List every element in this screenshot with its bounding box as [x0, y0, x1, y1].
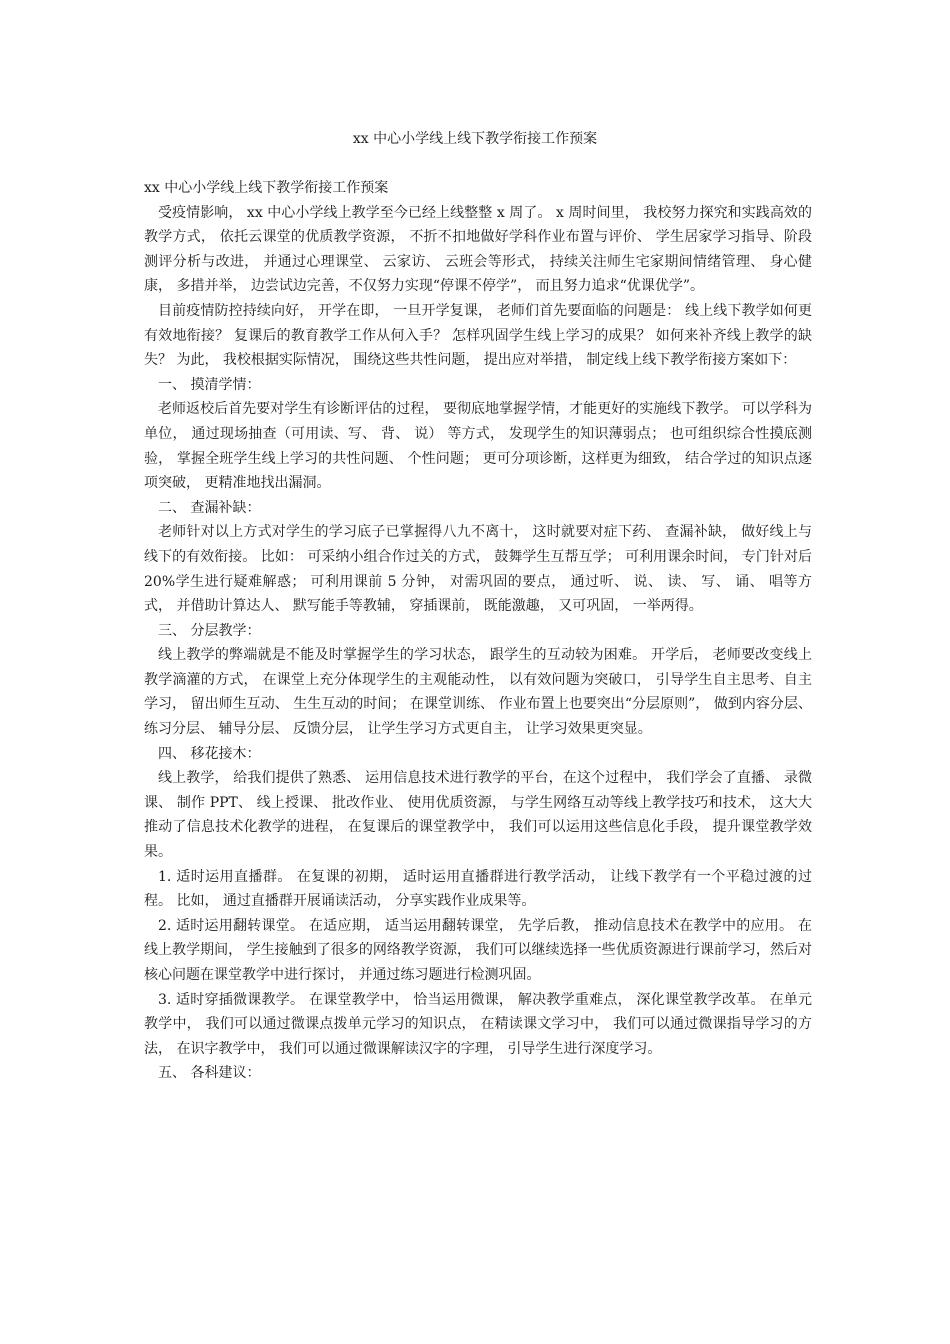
paragraph-problems: 目前疫情防控持续向好， 开学在即， 一旦开学复课， 老师们首先要面临的问题是： 线上线下教学如何更有效地衔接？ 复课后的教育教学工作从何入手？ 怎样巩固学生线上学习的成果？ 如何来补齐线上教学的缺失？ 为此， 我校根据实际情况， 围绕这些共性问题， 提出应对举措， 制定线上线下教学衔接方案如下：: [144, 302, 812, 369]
section-heading-1: 一、 摸清学情：: [158, 376, 261, 393]
list-item-1: 1. 适时运用直播群。 在复课的初期， 适时运用直播群进行教学活动， 让线下教学有一个平稳过渡的过程。 比如， 通过直播群开展诵读活动， 分享实践作业成果等。: [144, 868, 812, 910]
paragraph-section-3: 线上教学的弊端就是不能及时掌握学生的学习状态， 跟学生的互动较为困难。 开学后， 老师要改变线上教学滴灌的方式， 在课堂上充分体现学生的主观能动性， 以有效问题为突破口， 引导学生自主思考、自主学习， 留出师生互动、 生生互动的时间； 在课堂训练、 作业布置上也要突出“分层原则”， 做到内容分层、 练习分层、 辅导分层、 反馈分层， 让学生学习方式更自主， 让学习效果更突显。: [144, 647, 812, 738]
list-item-3: 3. 适时穿插微课教学。 在课堂教学中， 恰当运用微课， 解决教学重难点， 深化课堂教学改革。 在单元教学中， 我们可以通过微课点拨单元学习的知识点， 在精读课文学习中， 我们可以通过微课指导学习的方法， 在识字教学中， 我们可以通过微课解读汉字的字理， 引导学生进行深度学习。: [144, 991, 812, 1057]
document-subtitle: xx 中心小学线上线下教学衔接工作预案: [144, 180, 389, 196]
section-heading-3: 三、 分层教学：: [158, 622, 261, 639]
section-heading-5: 五、 各科建议：: [158, 1065, 261, 1082]
section-heading-2: 二、 查漏补缺：: [158, 499, 261, 516]
section-heading-4: 四、 移花接木：: [158, 745, 261, 762]
paragraph-section-4: 线上教学， 给我们提供了熟悉、 运用信息技术进行教学的平台，在这个过程中， 我们学会了直播、 录微课、 制作 PPT、 线上授课、 批改作业、 使用优质资源， 与学生网络互动等线上教学技巧和技术， 这大大推动了信息技术化教学的进程， 在复课后的课堂教学中， 我们可以运用这些信息化手段， 提升课堂教学效果。: [144, 770, 812, 861]
list-item-2: 2. 适时运用翻转课堂。 在适应期， 适当运用翻转课堂， 先学后教， 推动信息技术在教学中的应用。 在线上教学期间， 学生接触到了很多的网络教学资源， 我们可以继续选择一些优质资源进行课前学习，然后对核心问题在课堂教学中进行探讨， 并通过练习题进行检测巩固。: [144, 917, 812, 983]
paragraph-section-1: 老师返校后首先要对学生有诊断评估的过程， 要彻底地掌握学情，才能更好的实施线下教学。 可以学科为单位， 通过现场抽查（可用读、写、 背、 说） 等方式， 发现学生的知识薄弱点； 也可组织综合性摸底测验， 掌握全班学生线上学习的共性问题、 个性问题； 更可分项诊断，这样更为细致， 结合学过的知识点逐项突破， 更精准地找出漏洞。: [144, 401, 812, 492]
paragraph-intro: 受疫情影响， xx 中心小学线上教学至今已经上线整整 x 周了。 x 周时间里， 我校努力探究和实践高效的教学方式， 依托云课堂的优质教学资源， 不折不扣地做好学科作业布置与评价、 学生居家学习指导、阶段测评分析与改进， 并通过心理课堂、 云家访、 云班会等形式， 持续关注师生宅家期间情绪管理、 身心健康， 多措并举， 边尝试边完善，不仅努力实现“停课不停学”， 而且努力追求“优课优学”。: [144, 204, 812, 295]
page-title: xx 中心小学线上线下教学衔接工作预案: [352, 131, 598, 147]
paragraph-section-2: 老师针对以上方式对学生的学习底子已掌握得八九不离十， 这时就要对症下药、 查漏补缺， 做好线上与线下的有效衔接。 比如： 可采纳小组合作过关的方式， 鼓舞学生互帮互学； 可利用课余时间， 专门针对后 20%学生进行疑难解惑； 可利用课前 5 分钟， 对需巩固的要点， 通过听、 说、 读、 写、 诵、 唱等方式， 并借助计算达人、 默写能手等教辅， 穿插课前， 既能激趣， 又可巩固， 一举两得。: [144, 524, 812, 615]
document-body: [144, 176, 812, 1086]
